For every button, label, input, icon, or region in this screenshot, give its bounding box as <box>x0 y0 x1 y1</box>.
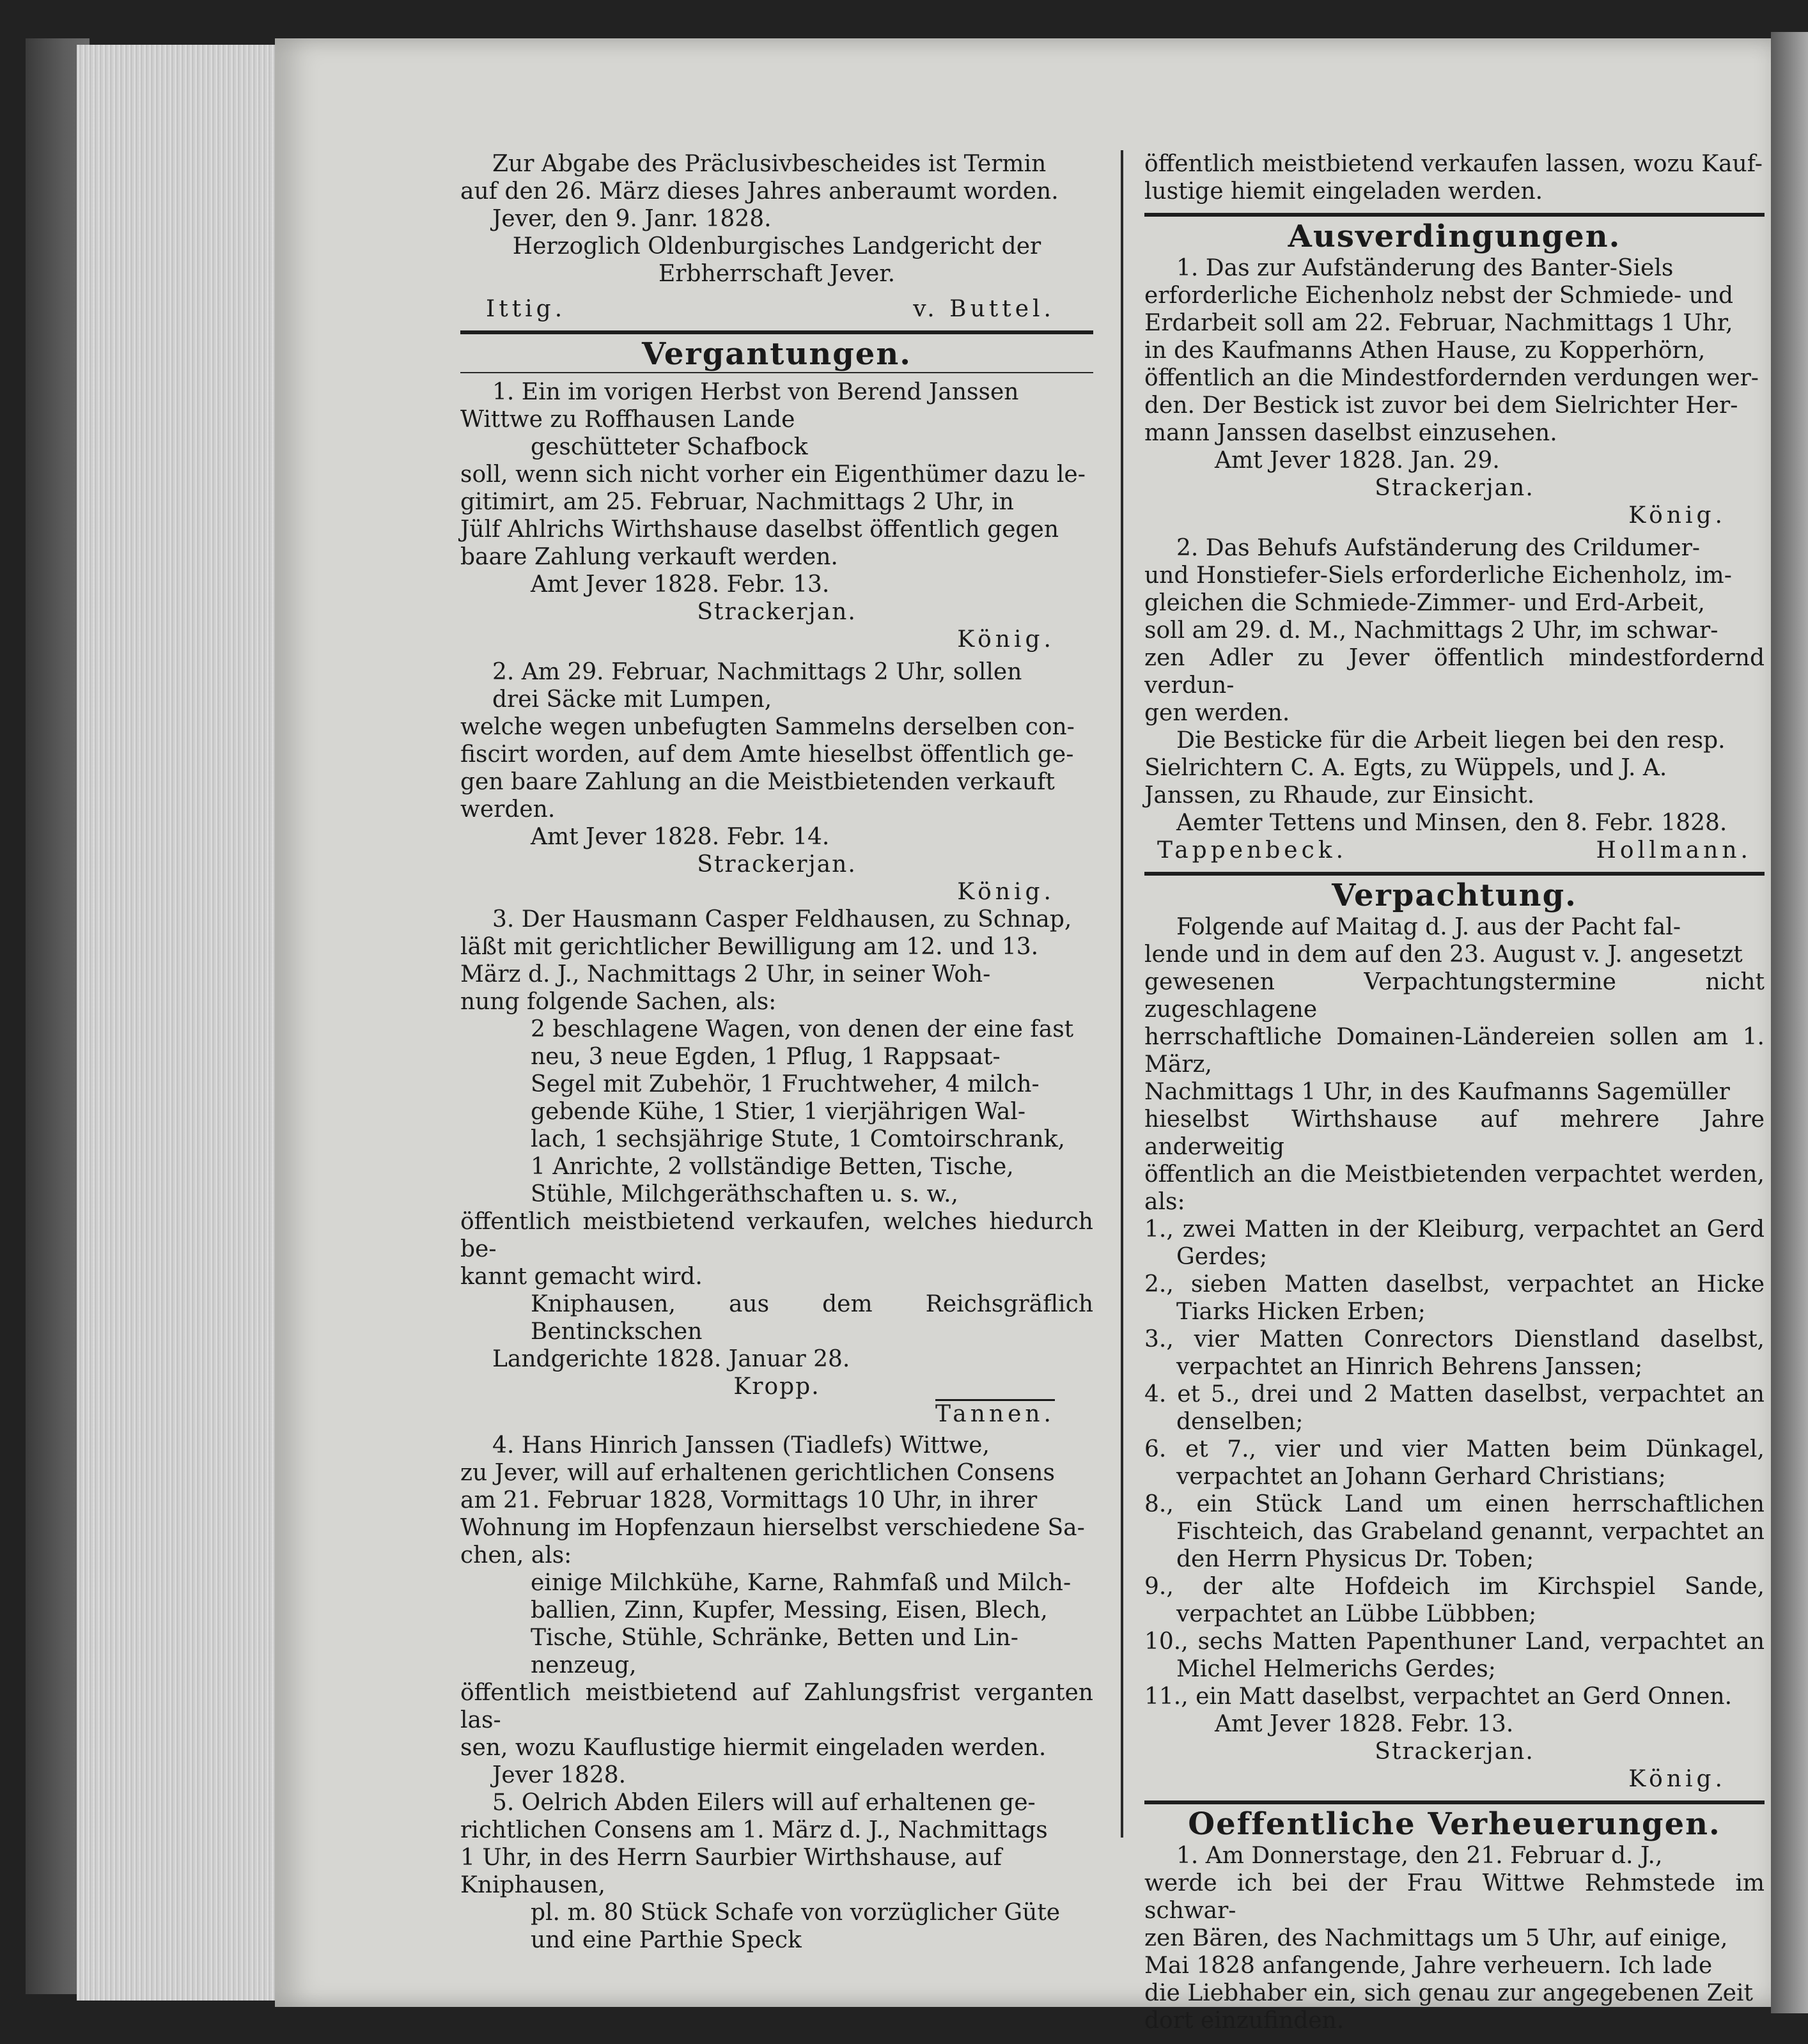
list-item: einige Milchkühe, Karne, Rahmfaß und Milch- <box>531 1570 1072 1596</box>
section-heading: Vergantungen. <box>642 336 912 372</box>
text-line: öffentlich an die Mindestfordernden verdungen wer- <box>1144 365 1759 391</box>
text-line: zen Bären, des Nachmittags um 5 Uhr, auf einige, <box>1144 1925 1728 1951</box>
text-line: welche wegen unbefugten Sammelns derselben con- <box>460 714 1075 740</box>
text-line: werden. <box>460 796 556 823</box>
text-line: öffentlich meistbietend auf Zahlungsfrist verganten las- <box>460 1680 1093 1733</box>
text-line: herrschaftliche Domainen-Ländereien sollen am 1. März, <box>1144 1024 1765 1078</box>
text-line: zen Adler zu Jever öffentlich mindestfordernd verdun- <box>1144 645 1765 699</box>
list-item: 6. et 7., vier und vier Matten beim Dünkagel, verpachtet an Johann Gerhard Christians; <box>1144 1436 1765 1490</box>
text-line: 4. Hans Hinrich Janssen (Tiadlefs) Wittwe, <box>492 1432 990 1459</box>
text-line: gitimirt, am 25. Februar, Nachmittags 2 Uhr, in <box>460 489 1014 515</box>
list-item: 11., ein Matt daselbst, verpachtet an Gerd Onnen. <box>1144 1684 1733 1710</box>
text-line: Amt Jever 1828. Febr. 14. <box>531 824 830 850</box>
text-line: Sielrichtern C. A. Egts, zu Wüppels, und J. A. <box>1144 755 1667 781</box>
text-line: 5. Oelrich Abden Eilers will auf erhaltenen ge- <box>492 1790 1036 1816</box>
text-line: Jülf Ahlrichs Wirthshause daselbst öffentlich gegen <box>460 516 1059 543</box>
signature: Strackerjan. <box>1375 475 1534 501</box>
text-line: Erdarbeit soll am 22. Februar, Nachmittags 1 Uhr, <box>1144 310 1733 336</box>
text-line: Janssen, zu Rhaude, zur Einsicht. <box>1144 782 1535 809</box>
notice-4 <box>460 1432 1093 1789</box>
text-line: zu Jever, will auf erhaltenen gerichtlichen Consens <box>460 1460 1055 1486</box>
text-line: Aemter Tettens und Minsen, den 8. Febr. 1828. <box>1176 810 1727 836</box>
text-line: Landgerichte 1828. Januar 28. <box>492 1346 850 1372</box>
text-line: 1. Ein im vorigen Herbst von Berend Janssen <box>492 379 1019 405</box>
signature: v. Buttel. <box>913 296 1055 322</box>
signature: König. <box>1628 502 1726 529</box>
list-item: gebende Kühe, 1 Stier, 1 vierjährigen Wal- <box>531 1099 1026 1125</box>
section-heading: Oeffentliche Verheuerungen. <box>1188 1806 1721 1842</box>
text-line: öffentlich meistbietend verkaufen, welches hiedurch be- <box>460 1209 1093 1262</box>
section-rule <box>1144 213 1765 217</box>
right-column <box>1144 150 1765 2034</box>
text-line: März d. J., Nachmittags 2 Uhr, in seiner Woh- <box>460 961 991 987</box>
list-item: 1 Anrichte, 2 vollständige Betten, Tische, <box>531 1154 1014 1180</box>
list-item: 1., zwei Matten in der Kleiburg, verpachtet an Gerd Gerdes; <box>1144 1216 1765 1270</box>
notice-5 <box>460 1789 1093 1954</box>
list-item: 9., der alte Hofdeich im Kirchspiel Sande, verpachtet an Lübbe Lübbben; <box>1144 1574 1765 1627</box>
signature: Hollmann. <box>1596 837 1752 863</box>
section-rule <box>460 330 1093 334</box>
signature: König. <box>957 879 1055 905</box>
ausverdingung-2 <box>1144 534 1765 864</box>
text-line: in des Kaufmanns Athen Hause, zu Kopperhörn, <box>1144 337 1706 364</box>
text-line: Kniphausen, <box>460 1872 605 1898</box>
text-line: 2. Am 29. Februar, Nachmittags 2 Uhr, sollen <box>492 659 1022 685</box>
page-stack-edges <box>77 45 281 2001</box>
signature: Strackerjan. <box>697 599 857 625</box>
notice-1 <box>460 378 1093 653</box>
text-line: Amt Jever 1828. Jan. 29. <box>1215 447 1500 474</box>
list-item: Stühle, Milchgeräthschaften u. s. w., <box>531 1181 958 1207</box>
verheuerung-1 <box>1144 1842 1765 2034</box>
text-line: soll am 29. d. M., Nachmittags 2 Uhr, im schwar- <box>1144 617 1718 644</box>
ausverdingung-1 <box>1144 254 1765 529</box>
text-line: und Honstiefer-Siels erforderliche Eichenholz, im- <box>1144 562 1732 589</box>
text-line: auf den 26. März dieses Jahres anberaumt worden. <box>460 178 1059 205</box>
list-item: nenzeug, <box>531 1652 637 1678</box>
list-item: und eine Parthie Speck <box>531 1927 802 1953</box>
text-line: Mai 1828 anfangende, Jahre verheuern. Ich lade <box>1144 1953 1713 1979</box>
text-line: chen, als: <box>460 1542 572 1568</box>
text-line: gen werden. <box>1144 700 1290 726</box>
text-line: erforderliche Eichenholz nebst der Schmiede- und <box>1144 283 1734 309</box>
signature: Tannen. <box>935 1401 1055 1427</box>
list-item: 8., ein Stück Land um einen herrschaftlichen Fischteich, das Grabeland genannt, verpachtet an den Herrn Physicus Dr. Toben; <box>1144 1491 1765 1572</box>
text-line: gewesenen Verpachtungstermine nicht zugeschlagene <box>1144 969 1765 1023</box>
signature: Strackerjan. <box>1375 1738 1534 1765</box>
text-line: lustige hiemit eingeladen werden. <box>1144 178 1543 205</box>
intro-block <box>460 150 1093 323</box>
text-line: Nachmittags 1 Uhr, in des Kaufmanns Sagemüller <box>1144 1079 1730 1105</box>
text-line: gleichen die Schmiede-Zimmer- und Erd-Arbeit, <box>1144 590 1705 616</box>
list-item: 4. et 5., drei und 2 Matten daselbst, verpachtet an denselben; <box>1144 1381 1765 1435</box>
list-item: lach, 1 sechsjährige Stute, 1 Comtoirschrank, <box>531 1126 1065 1152</box>
column-divider <box>1121 150 1123 1838</box>
text-line: hieselbst Wirthshause auf mehrere Jahre anderweitig <box>1144 1106 1765 1160</box>
text-line: dort einzufinden. <box>1144 2008 1344 2034</box>
text-line: 1 Uhr, in des Herrn Saurbier Wirthshause, auf <box>460 1845 1002 1871</box>
verpachtung-block <box>1144 913 1765 1793</box>
section-heading: Verpachtung. <box>1332 878 1577 913</box>
text-line: geschütteter Schafbock <box>531 434 808 460</box>
section-rule <box>460 372 1093 373</box>
text-line: richtlichen Consens am 1. März d. J., Nachmittags <box>460 1817 1048 1843</box>
next-page-edge <box>1771 32 1808 2013</box>
section-rule <box>1144 1800 1765 1804</box>
text-line: Amt Jever 1828. Febr. 13. <box>531 571 830 598</box>
text-line: werde ich bei der Frau Wittwe Rehmstede im schwar- <box>1144 1870 1765 1924</box>
text-line: den. Der Bestick ist zuvor bei dem Sielrichter Her- <box>1144 392 1738 419</box>
list-item: pl. m. 80 Stück Schafe von vorzüglicher Güte <box>531 1900 1061 1926</box>
notice-2 <box>460 658 1093 906</box>
signature: König. <box>1628 1766 1726 1792</box>
signature: König. <box>957 626 1055 653</box>
signature: Tappenbeck. <box>1157 837 1348 863</box>
text-line: soll, wenn sich nicht vorher ein Eigenthümer dazu le- <box>460 461 1086 488</box>
list-item: Tische, Stühle, Schränke, Betten und Lin- <box>531 1625 1018 1651</box>
text-line: Wohnung im Hopfenzaun hierselbst verschiedene Sa- <box>460 1515 1085 1541</box>
text-line: kannt gemacht wird. <box>460 1264 703 1290</box>
text-line: öffentlich meistbietend verkaufen lassen, wozu Kauf- <box>1144 151 1763 177</box>
text-line: sen, wozu Kauflustige hiermit eingeladen werden. <box>460 1735 1047 1761</box>
text-line: mann Janssen daselbst einzusehen. <box>1144 420 1557 446</box>
signature: Strackerjan. <box>697 851 857 878</box>
list-item: 3., vier Matten Conrectors Dienstland daselbst, verpachtet an Hinrich Behrens Janssen; <box>1144 1326 1765 1380</box>
text-line: Zur Abgabe des Präclusivbescheides ist Termin <box>492 151 1047 177</box>
text-line: Wittwe zu Roffhausen Lande <box>460 406 795 433</box>
text-line: gen baare Zahlung an die Meistbietenden verkauft <box>460 769 1055 795</box>
signature: Kropp. <box>733 1374 820 1400</box>
text-line: 1. Das zur Aufständerung des Banter-Siels <box>1176 255 1674 281</box>
text-line: nung folgende Sachen, als: <box>460 989 777 1015</box>
text-line: 1. Am Donnerstage, den 21. Februar d. J., <box>1176 1843 1663 1869</box>
notice-3 <box>460 906 1093 1428</box>
text-line: Die Besticke für die Arbeit liegen bei den resp. <box>1176 727 1726 754</box>
text-line: Folgende auf Maitag d. J. aus der Pacht fal- <box>1176 914 1681 940</box>
text-line: läßt mit gerichtlicher Bewilligung am 12. und 13. <box>460 934 1039 960</box>
text-line: Amt Jever 1828. Febr. 13. <box>1215 1711 1514 1737</box>
text-line: Erbherrschaft Jever. <box>658 261 896 287</box>
text-line: die Liebhaber ein, sich genau zur angegebenen Zeit <box>1144 1980 1753 2006</box>
list-item: 10., sechs Matten Papenthuner Land, verpachtet an Michel Helmerichs Gerdes; <box>1144 1629 1765 1682</box>
list-item: Segel mit Zubehör, 1 Fruchtweher, 4 milch- <box>531 1071 1040 1097</box>
text-line: am 21. Februar 1828, Vormittags 10 Uhr, in ihrer <box>460 1487 1038 1514</box>
text-line: Jever, den 9. Janr. 1828. <box>492 206 772 232</box>
text-line: 3. Der Hausmann Casper Feldhausen, zu Schnap, <box>492 906 1072 933</box>
text-line: lende und in dem auf den 23. August v. J. angesetzt <box>1144 941 1743 968</box>
section-heading: Ausverdingungen. <box>1288 219 1621 254</box>
signature: Ittig. <box>486 296 566 322</box>
list-item: 2 beschlagene Wagen, von denen der eine fast <box>531 1016 1074 1042</box>
list-item: ballien, Zinn, Kupfer, Messing, Eisen, Blech, <box>531 1597 1048 1623</box>
text-line: 2. Das Behufs Aufständerung des Crildumer- <box>1176 535 1701 561</box>
list-item: neu, 3 neue Egden, 1 Pflug, 1 Rappsaat- <box>531 1044 1001 1070</box>
text-line: öffentlich an die Meistbietenden verpachtet werden, als: <box>1144 1161 1765 1215</box>
text-line: Herzoglich Oldenburgisches Landgericht der <box>512 233 1041 259</box>
left-column <box>460 150 1093 1954</box>
text-line: Kniphausen, aus dem Reichsgräflich Bentinckschen <box>531 1291 1093 1345</box>
text-line: fiscirt worden, auf dem Amte hieselbst öffentlich ge- <box>460 741 1074 768</box>
text-line: drei Säcke mit Lumpen, <box>492 686 772 713</box>
text-line: Jever 1828. <box>492 1762 627 1788</box>
list-item: 2., sieben Matten daselbst, verpachtet an Hicke Tiarks Hicken Erben; <box>1144 1271 1765 1325</box>
text-line: baare Zahlung verkauft werden. <box>460 544 838 570</box>
section-rule <box>1144 872 1765 876</box>
